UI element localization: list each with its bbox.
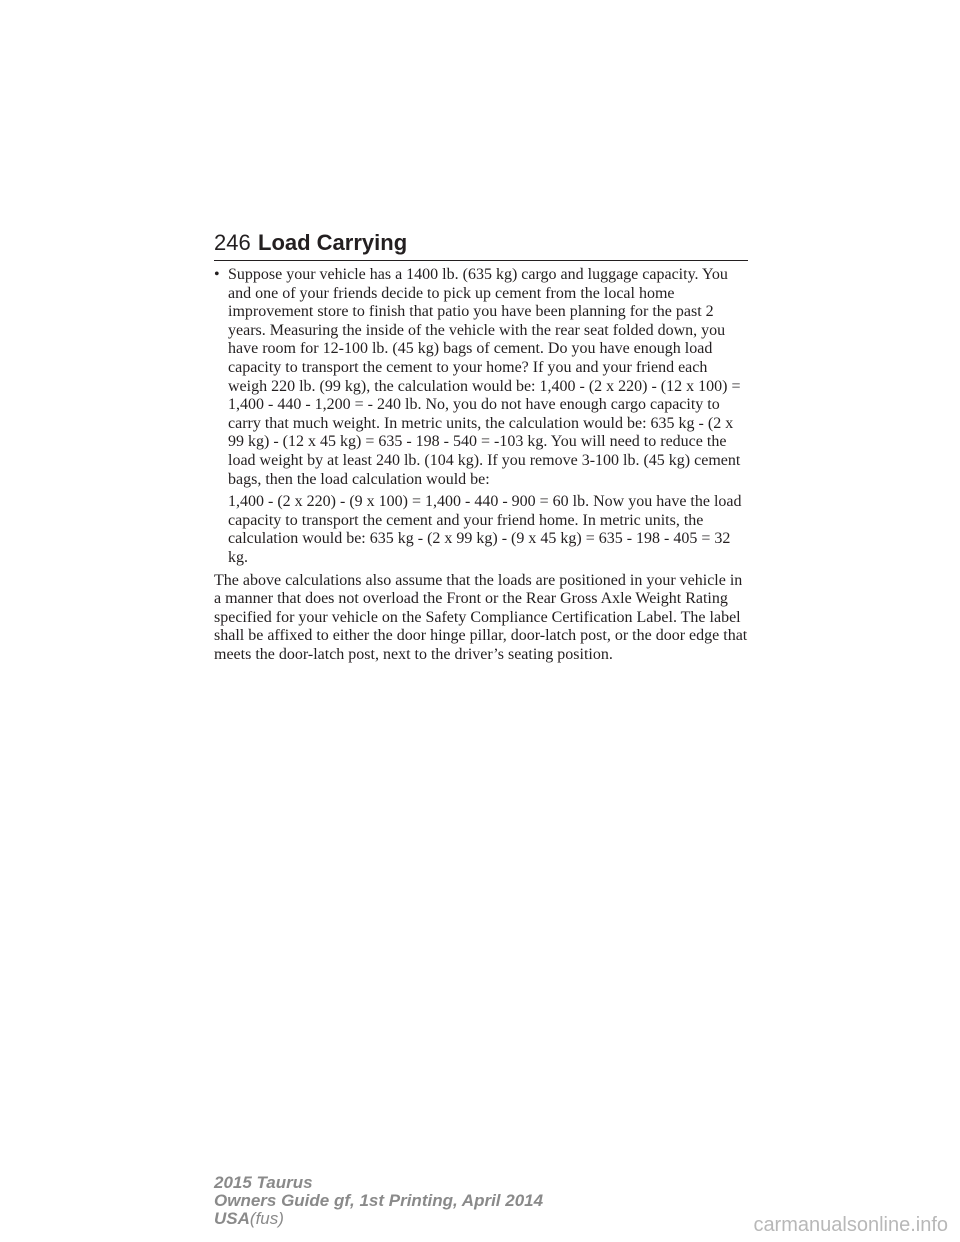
section-title: Load Carrying <box>258 230 408 255</box>
calculation-continuation: 1,400 - (2 x 220) - (9 x 100) = 1,400 - 440 - 900 = 60 lb. Now you have the load capacity to transport the cement and your friend home. In metric units, the calculation would be: 635 kg - (2 x 99 kg) - (9 x 45 kg) = 635 - 198 - 405 = 32 kg. <box>228 493 742 566</box>
bullet-text: Suppose your vehicle has a 1400 lb. (635 kg) cargo and luggage capacity. You and one of your friends decide to pick up cement from the local home improvement store to finish that patio you have been planning for the past 2 years. Measuring the inside of the vehicle with the rear seat folded down, you have room for 12-100 lb. (45 kg) bags of cement. Do you have enough load capacity to transport the cement to your home? If you and your friend each weigh 220 lb. (99 kg), the calculation would be: 1,400 - (2 x 220) - (12 x 100) = 1,400 - 440 - 1,200 = - 240 lb. No, you do not have enough cargo capacity to carry that much weight. In metric units, the calculation would be: 635 kg - (2 x 99 kg) - (12 x 45 kg) = 635 - 198 - 540 = -103 kg. You will need to reduce the load weight by at least 240 lb. (104 kg). If you remove 3-100 lb. (45 kg) cement bags, then the load calculation would be: <box>228 266 741 488</box>
footer-region-line <box>214 1210 543 1228</box>
bullet-item <box>214 266 750 489</box>
page-number: 246 <box>214 230 251 255</box>
footer-guide: Owners Guide gf, 1st Printing, April 2014 <box>214 1191 544 1210</box>
footer-region-code: (fus) <box>249 1209 284 1228</box>
watermark-text: carmanualsonline.info <box>753 1214 948 1236</box>
closing-paragraph: The above calculations also assume that the loads are positioned in your vehicle in a manner that does not overload the Front or the Rear Gross Axle Weight Rating specified for your vehicle on the Safety Compliance Certification Label. The label shall be affixed to either the door hinge pillar, door-latch post, or the door edge that meets the door-latch post, next to the driver’s seating position. <box>214 571 748 663</box>
footer-model: 2015 Taurus <box>214 1173 313 1192</box>
body-text <box>214 266 750 664</box>
footer-region: USA <box>214 1209 250 1228</box>
bullet-mark: • <box>214 266 220 283</box>
page-footer <box>214 1174 543 1228</box>
page-header <box>214 228 748 261</box>
